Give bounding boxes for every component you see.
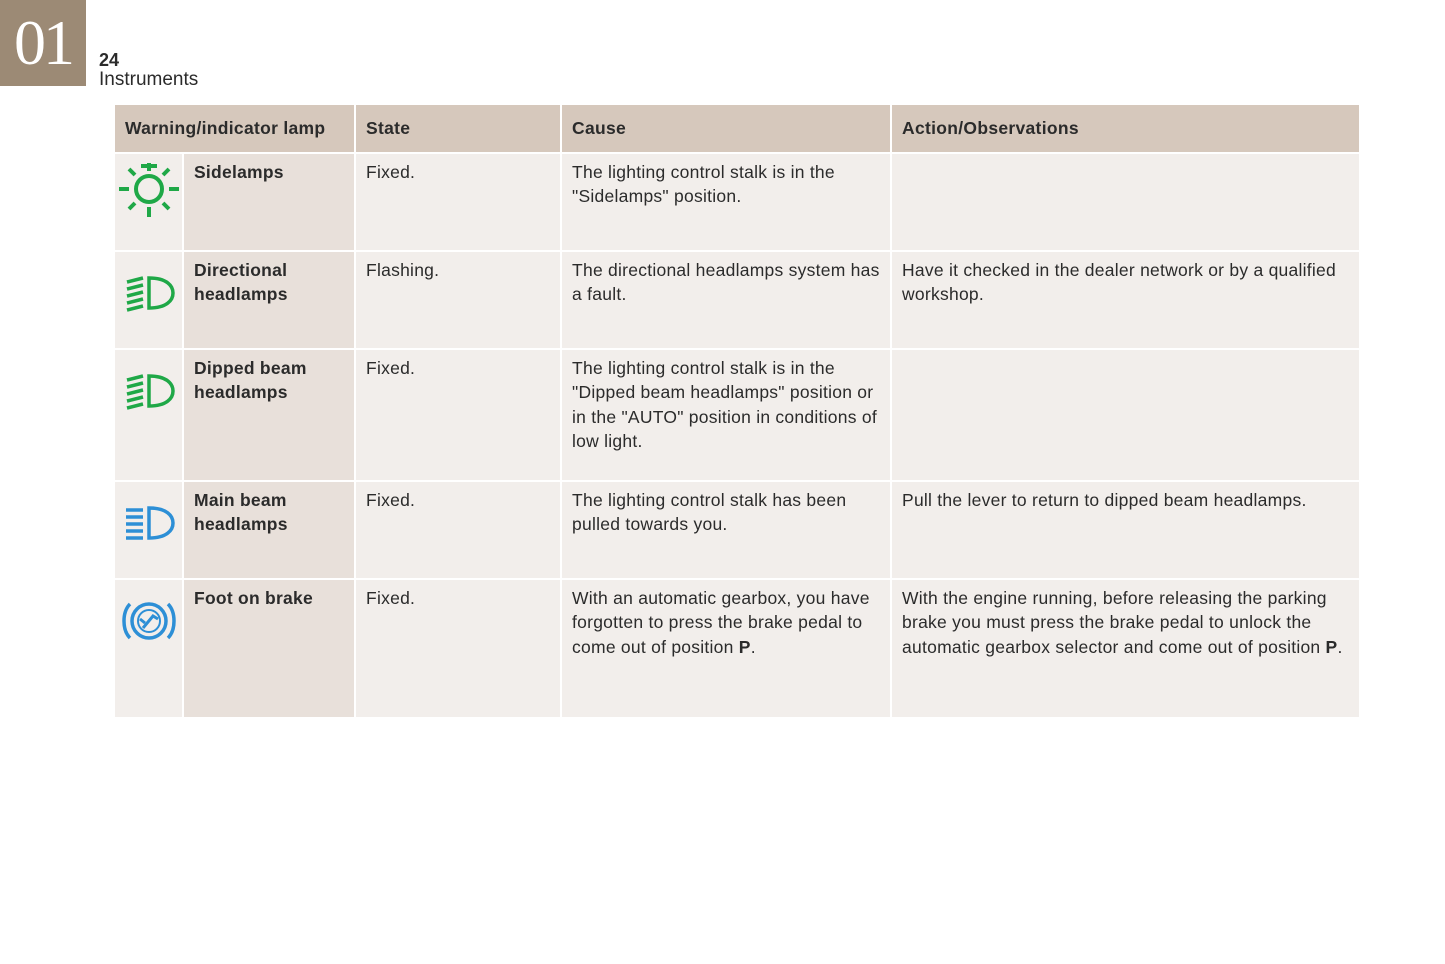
lamp-action: Have it checked in the dealer network or by a qualified workshop. <box>891 251 1360 349</box>
lamp-cause: The directional headlamps system has a fault. <box>561 251 891 349</box>
lamp-state: Fixed. <box>355 153 561 251</box>
lamp-state: Fixed. <box>355 579 561 718</box>
dipped-beam-icon <box>121 366 177 416</box>
header-cause: Cause <box>561 104 891 153</box>
lamp-name: Directional headlamps <box>183 251 355 349</box>
icon-cell <box>114 579 183 718</box>
table-row <box>114 251 1360 349</box>
directional-headlamps-icon <box>121 268 177 318</box>
lamp-name: Foot on brake <box>183 579 355 718</box>
lamp-cause: The lighting control stalk is in the "Dipped beam headlamps" position or in the "AUTO" position in conditions of low light. <box>561 349 891 481</box>
page-number: 24 <box>99 50 120 70</box>
lamp-cause <box>561 579 891 718</box>
sidelamps-icon <box>116 160 182 222</box>
warning-lamps-table <box>113 103 1361 719</box>
section-title: Instruments <box>99 69 199 90</box>
table-header-row <box>114 104 1360 153</box>
lamp-state: Fixed. <box>355 481 561 579</box>
cause-text: With an automatic gearbox, you have forgotten to press the brake pedal to come out of position <box>572 588 870 657</box>
lamp-action <box>891 153 1360 251</box>
position-p-label: P <box>1325 636 1338 657</box>
table-row <box>114 349 1360 481</box>
lamp-action: Pull the lever to return to dipped beam headlamps. <box>891 481 1360 579</box>
cause-end: . <box>750 636 756 657</box>
icon-cell <box>114 349 183 481</box>
position-p-label: P <box>738 636 751 657</box>
icon-cell <box>114 153 183 251</box>
chapter-tab: 01 <box>0 0 86 86</box>
lamp-action <box>891 349 1360 481</box>
lamp-cause: The lighting control stalk is in the "Sidelamps" position. <box>561 153 891 251</box>
lamp-state: Fixed. <box>355 349 561 481</box>
lamp-name: Dipped beam headlamps <box>183 349 355 481</box>
table-row <box>114 579 1360 718</box>
lamp-state: Flashing. <box>355 251 561 349</box>
lamp-name: Main beam headlamps <box>183 481 355 579</box>
action-text: With the engine running, before releasing the parking brake you must press the brake pedal to unlock the automatic gearbox selector and come out of position <box>902 588 1327 657</box>
icon-cell <box>114 251 183 349</box>
header-state: State <box>355 104 561 153</box>
action-end: . <box>1337 636 1343 657</box>
lamp-name: Sidelamps <box>183 153 355 251</box>
lamp-cause: The lighting control stalk has been pulled towards you. <box>561 481 891 579</box>
lamp-action <box>891 579 1360 718</box>
table-row <box>114 153 1360 251</box>
foot-on-brake-icon <box>118 596 180 646</box>
header-lamp: Warning/indicator lamp <box>114 104 355 153</box>
icon-cell <box>114 481 183 579</box>
table-row <box>114 481 1360 579</box>
main-beam-icon <box>121 498 177 548</box>
header-action: Action/Observations <box>891 104 1360 153</box>
